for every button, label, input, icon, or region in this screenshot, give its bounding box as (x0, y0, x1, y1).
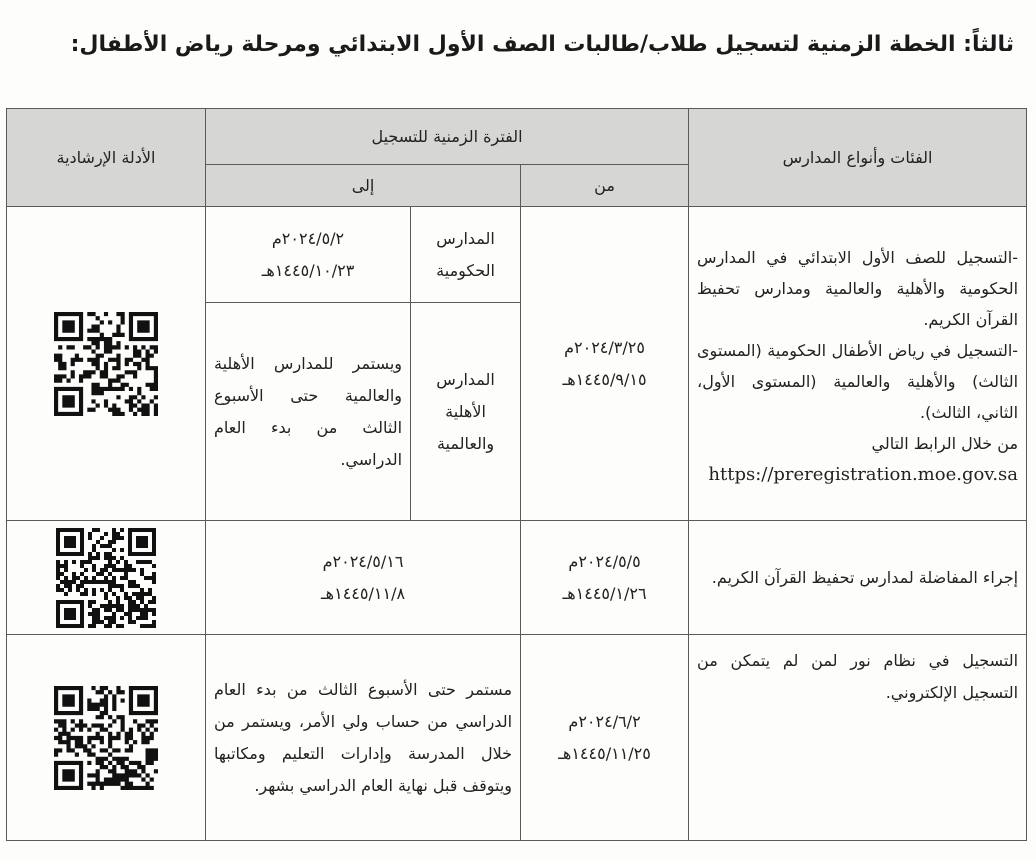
gov-schools-label (411, 207, 521, 303)
qr-cell (7, 521, 206, 635)
to-cell: مستمر حتى الأسبوع الثالث من بدء العام الدراسي من حساب ولي الأمر، ويستمر من خلال المدرسة وإدارات التعليم ومكاتبها ويتوقف قبل نهاية العام الدراسي بشهر. (206, 635, 521, 841)
category-cell: إجراء المفاضلة لمدارس تحفيظ القرآن الكريم. (689, 521, 1027, 635)
qr-modules (56, 528, 156, 628)
to-gregorian: ٢٠٢٤/٥/٢م (271, 228, 345, 248)
registration-link[interactable]: https://preregistration.moe.gov.sa (708, 463, 1019, 485)
category-cell: التسجيل في نظام نور لمن لم يتمكن من التسجيل الإلكتروني. (689, 635, 1027, 841)
gov-schools-text: المدارس الحكومية (436, 228, 495, 280)
category-cell (689, 207, 1027, 521)
qr-cell (7, 207, 206, 521)
header-period: الفترة الزمنية للتسجيل (206, 109, 689, 165)
private-schools-label (411, 303, 521, 521)
category-line: -التسجيل في رياض الأطفال الحكومية (المستوى الثالث) والأهلية والعالمية (المستوى الأول، الثاني، الثالث). (697, 340, 1019, 422)
from-hijri: ١٤٤٥/١١/٢٥هـ (558, 743, 651, 763)
header-from: من (521, 165, 689, 207)
to-hijri: ١٤٤٥/١١/٨هـ (320, 583, 406, 603)
page-title: ثالثاً: الخطة الزمنية لتسجيل طلاب/طالبات الصف الأول الابتدائي ومرحلة رياض الأطفال: (70, 32, 1014, 57)
qr-modules (54, 686, 158, 790)
from-hijri: ١٤٤٥/١/٢٦هـ (562, 583, 647, 603)
from-gregorian: ٢٠٢٤/٥/٥م (568, 551, 641, 571)
header-guides: الأدلة الإرشادية (7, 109, 206, 207)
category-line: من خلال الرابط التالي (871, 433, 1019, 453)
from-hijri: ١٤٤٥/٩/١٥هـ (562, 369, 647, 389)
qr-code-icon[interactable] (56, 528, 156, 628)
registration-schedule-table (6, 108, 1027, 841)
qr-code-icon[interactable] (54, 312, 158, 416)
from-date-cell (521, 207, 689, 521)
from-gregorian: ٢٠٢٤/٦/٢م (568, 711, 641, 731)
from-gregorian: ٢٠٢٤/٣/٢٥م (564, 337, 645, 357)
to-gregorian: ٢٠٢٤/٥/١٦م (322, 551, 404, 571)
category-line: -التسجيل للصف الأول الابتدائي في المدارس الحكومية والأهلية والعالمية ومدارس تحفيظ القرآن الكريم. (697, 247, 1019, 329)
to-date-cell (206, 521, 521, 635)
from-date-cell (521, 635, 689, 841)
to-hijri: ١٤٤٥/١٠/٢٣هـ (261, 260, 355, 280)
qr-modules (54, 312, 158, 416)
private-to-cell: ويستمر للمدارس الأهلية والعالمية حتى الأسبوع الثالث من بدء العام الدراسي. (206, 303, 411, 521)
header-to: إلى (206, 165, 521, 207)
private-schools-text: المدارس الأهلية والعالمية (436, 369, 495, 453)
qr-cell (7, 635, 206, 841)
qr-code-icon[interactable] (54, 686, 158, 790)
header-categories: الفئات وأنواع المدارس (689, 109, 1027, 207)
gov-to-date-cell (206, 207, 411, 303)
from-date-cell (521, 521, 689, 635)
